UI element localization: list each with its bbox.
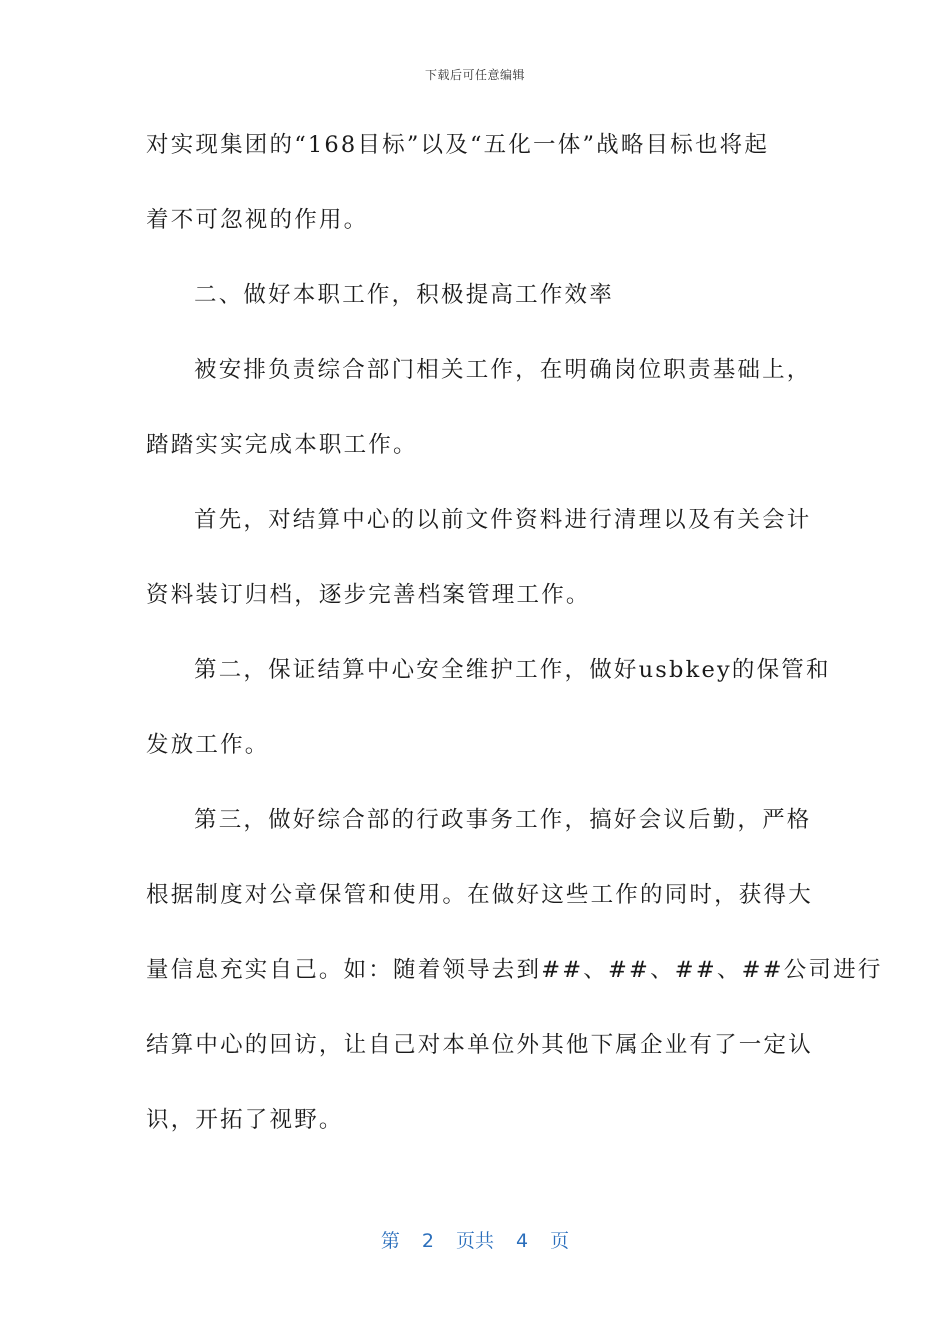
body-line-4: 被安排负责综合部门相关工作，在明确岗位职责基础上， (194, 357, 812, 383)
total-pages-number: 4 (516, 1230, 529, 1252)
page-label-mid: 页共 (455, 1230, 494, 1252)
body-line-12: 量信息充实自己。如：随着领导去到##、##、##、##公司进行 (146, 957, 883, 983)
body-line-14: 识，开拓了视野。 (146, 1107, 344, 1133)
section-heading: 二、做好本职工作，积极提高工作效率 (194, 282, 614, 308)
body-line-5: 踏踏实实完成本职工作。 (146, 432, 418, 458)
body-line-9: 发放工作。 (146, 732, 270, 758)
body-line-13: 结算中心的回访，让自己对本单位外其他下属企业有了一定认 (146, 1032, 813, 1058)
body-line-10: 第三，做好综合部的行政事务工作，搞好会议后勤，严格 (194, 807, 812, 833)
page-header: 下载后可任意编辑 (424, 68, 525, 82)
body-line-6: 首先，对结算中心的以前文件资料进行清理以及有关会计 (194, 507, 812, 533)
current-page-number: 2 (421, 1230, 434, 1252)
page-footer (0, 1226, 950, 1253)
page-label-suffix: 页 (550, 1230, 570, 1252)
body-line-2: 着不可忽视的作用。 (146, 207, 369, 233)
body-line-7: 资料装订归档，逐步完善档案管理工作。 (146, 582, 591, 608)
body-line-8: 第二，保证结算中心安全维护工作，做好usbkey的保管和 (194, 657, 831, 683)
page-label-prefix: 第 (380, 1230, 400, 1252)
body-line-1: 对实现集团的“168目标”以及“五化一体”战略目标也将起 (146, 132, 770, 158)
body-line-11: 根据制度对公章保管和使用。在做好这些工作的同时，获得大 (146, 882, 813, 908)
